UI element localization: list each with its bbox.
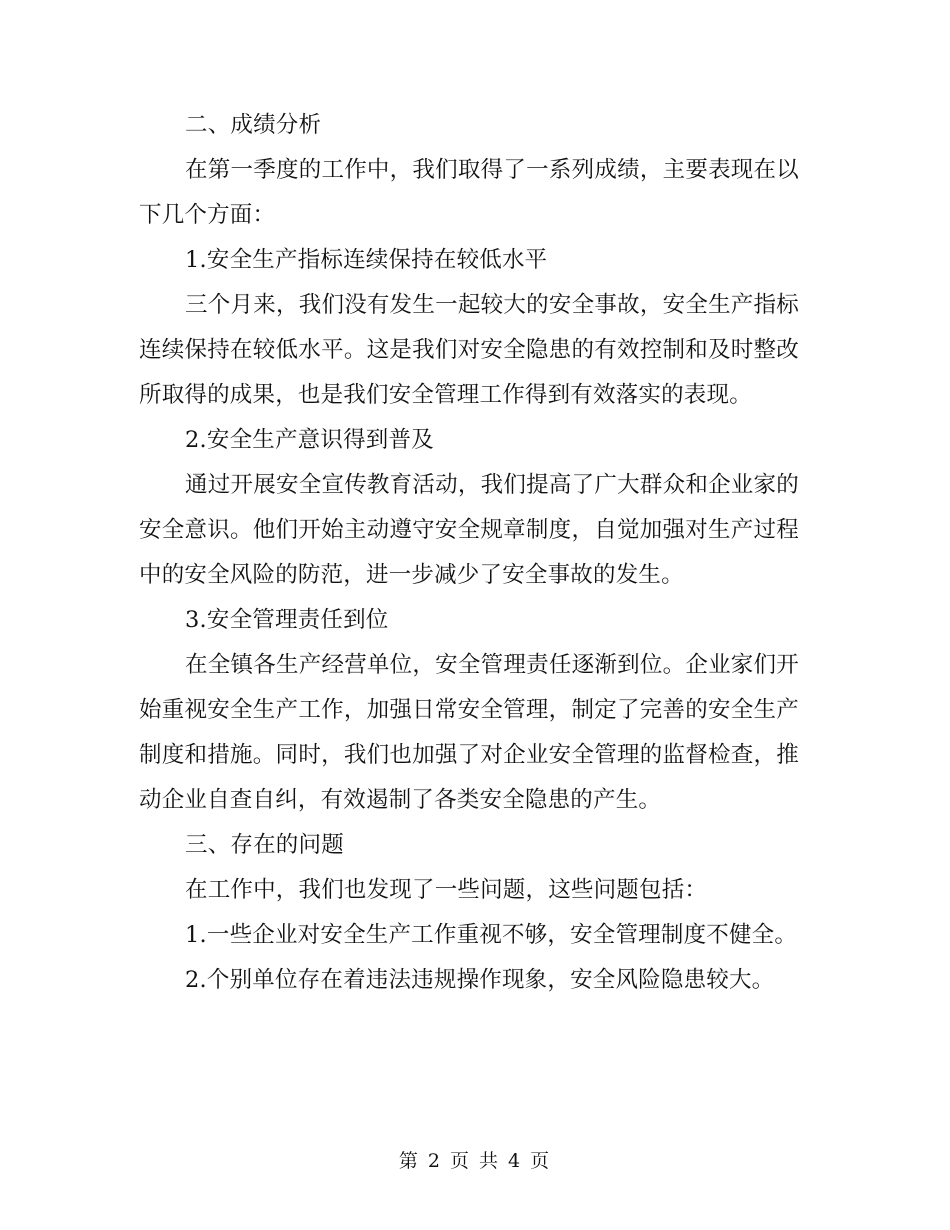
- paragraph-problems-intro: 在工作中，我们也发现了一些问题，这些问题包括：: [185, 877, 708, 903]
- problem-item-2: 2.个别单位存在着违法违规操作现象，安全风险隐患较大。: [185, 967, 775, 993]
- paragraph-2: 通过开展安全宣传教育活动，我们提高了广大群众和企业家的安全意识。他们开始主动遵守安全规章制度，自觉加强对生产过程中的安全风险的防范，进一步减少了安全事故的发生。: [139, 472, 799, 588]
- paragraph-1: 三个月来，我们没有发生一起较大的安全事故，安全生产指标连续保持在较低水平。这是我们对安全隐患的有效控制和及时整改所取得的成果，也是我们安全管理工作得到有效落实的表现。: [139, 292, 799, 408]
- subheading-2: 2.安全生产意识得到普及: [185, 427, 434, 453]
- paragraph-3: 在全镇各生产经营单位，安全管理责任逐渐到位。企业家们开始重视安全生产工作，加强日常安全管理，制定了完善的安全生产制度和措施。同时，我们也加强了对企业安全管理的监督检查，推动企业自查自纠，有效遏制了各类安全隐患的产生。: [139, 652, 799, 813]
- section-heading-problems: 三、存在的问题: [185, 832, 344, 858]
- subheading-1: 1.安全生产指标连续保持在较低水平: [185, 247, 548, 273]
- subheading-3: 3.安全管理责任到位: [185, 607, 389, 633]
- document-body: [139, 103, 799, 1003]
- section-heading-achievements: 二、成绩分析: [185, 112, 322, 138]
- page-footer: 第 2 页 共 4 页: [398, 1150, 552, 1172]
- paragraph-intro: 在第一季度的工作中，我们取得了一系列成绩，主要表现在以下几个方面：: [139, 157, 799, 228]
- problem-item-1: 1.一些企业对安全生产工作重视不够，安全管理制度不健全。: [185, 922, 798, 948]
